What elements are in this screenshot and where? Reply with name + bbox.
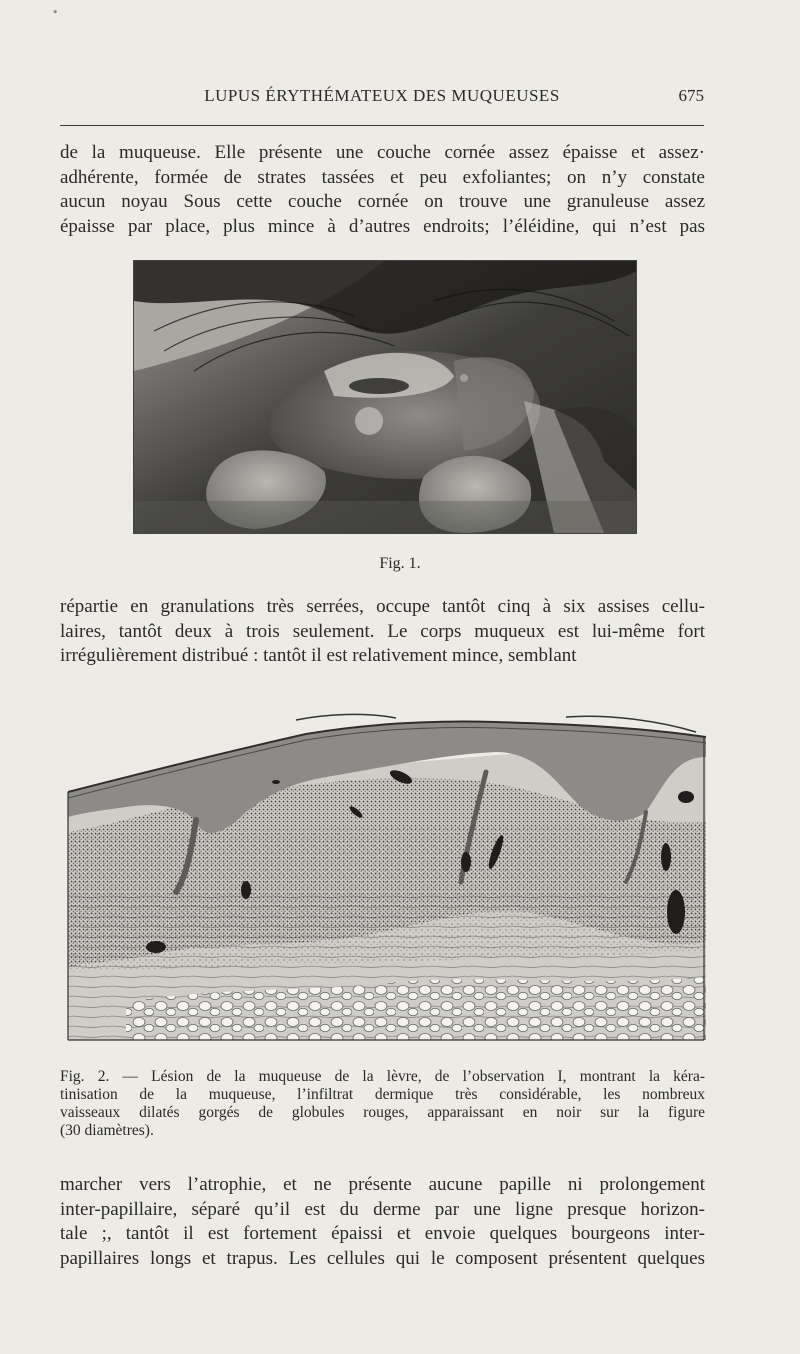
paragraph-3 xyxy=(60,1173,705,1271)
text-line: irrégulièrement distribué : tantôt il est relativement mince, semblant xyxy=(60,645,577,666)
corner-speck: • xyxy=(52,6,59,19)
text-line: laires, tantôt deux à trois seulement. Le corps muqueux est lui-même fort xyxy=(60,620,705,642)
text-line: répartie en granulations très serrées, occupe tantôt cinq à six assises cellu- xyxy=(60,596,705,617)
figure-1-caption: Fig. 1. xyxy=(379,555,421,572)
text-line: de la muqueuse. Elle présente une couche cornée assez épaisse et assez· xyxy=(60,142,705,163)
page-number: 675 xyxy=(678,86,704,105)
text-line: tale ;, tantôt il est fortement épaissi et envoie quelques bourgeons inter- xyxy=(60,1223,705,1244)
text-line: aucun noyau Sous cette couche cornée on trouve une granuleuse assez xyxy=(60,191,705,212)
figure-2-histology-drawing xyxy=(66,712,706,1042)
header-rule xyxy=(60,125,704,126)
paragraph-2 xyxy=(60,595,705,669)
paragraph-1 xyxy=(60,141,705,239)
figure-1-photograph xyxy=(133,260,637,534)
text-line: papillaires longs et trapus. Les cellules qui le composent présentent quelques xyxy=(60,1247,705,1269)
caption-line: (30 diamètres). xyxy=(60,1122,154,1139)
caption-line: tinisation de la muqueuse, l’infiltrat dermique très considérable, les nombreux xyxy=(60,1086,705,1103)
text-line: épaisse par place, plus mince à d’autres endroits; l’éléidine, qui n’est pas xyxy=(60,215,705,237)
running-title: LUPUS ÉRYTHÉMATEUX DES MUQUEUSES xyxy=(204,86,560,105)
caption-line: Fig. 2. — Lésion de la muqueuse de la lèvre, de l’observation I, montrant la kéra- xyxy=(60,1068,705,1085)
text-line: adhérente, formée de strates tassées et peu exfoliantes; on n’y constate xyxy=(60,166,705,188)
text-line: inter-papillaire, séparé qu’il est du derme par une ligne presque horizon- xyxy=(60,1198,705,1220)
caption-line: vaisseaux dilatés gorgés de globules rouges, apparaissant en noir sur la figure xyxy=(60,1104,705,1121)
figure-2-caption xyxy=(60,1068,705,1140)
running-head xyxy=(60,86,704,112)
text-line: marcher vers l’atrophie, et ne présente aucune papille ni prolongement xyxy=(60,1174,705,1195)
